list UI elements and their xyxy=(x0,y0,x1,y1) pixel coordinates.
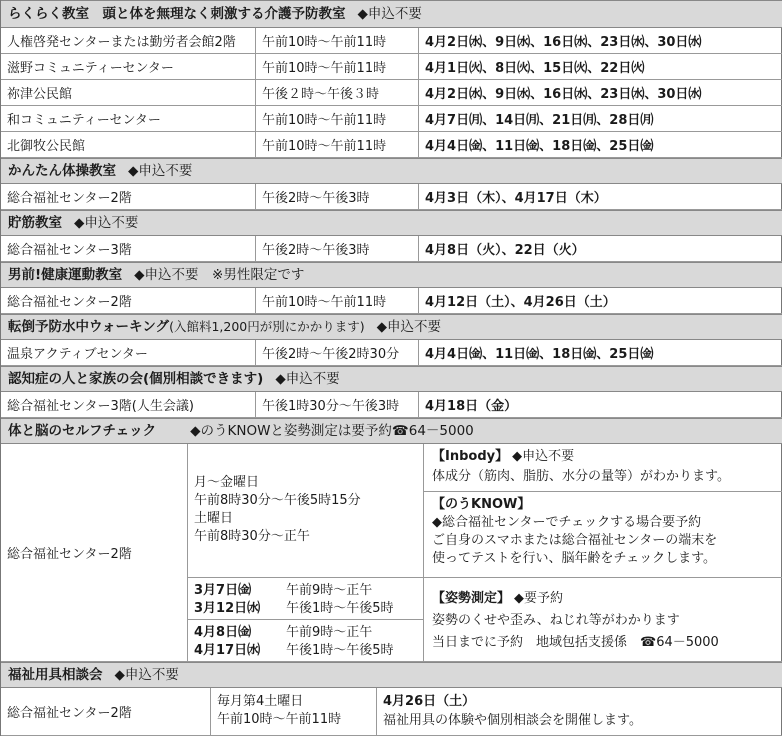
posture-info xyxy=(424,578,782,662)
dates-cell: 4月7日㈪、14日㈪、21日㈪、28日㈪ xyxy=(425,113,654,128)
venue-cell: 祢津公民館 xyxy=(1,80,256,105)
section-header-fukushi xyxy=(1,662,782,688)
section-header-kantan xyxy=(1,158,782,184)
schedule-times: 午前9時～正午 午後1時～午後5時 xyxy=(286,583,394,616)
dates-cell: 4月8日（火）、22日（火） xyxy=(425,243,585,258)
section-note: ◆申込不要 xyxy=(376,319,441,335)
inbody-desc: 体成分（筋肉、脂肪、水分の量等）がわかります。 xyxy=(432,469,730,484)
section-header-ninchi xyxy=(1,366,782,392)
dates-cell: 4月2日㈬、9日㈬、16日㈬、23日㈬、30日㈬ xyxy=(425,35,702,50)
section-note: ◆申込不要 xyxy=(74,215,139,231)
section-note: ◆申込不要 ※男性限定です xyxy=(134,267,305,283)
time-cell: 午前10時～午前11時 xyxy=(256,106,419,131)
posture-note: ◆要予約 xyxy=(514,591,564,606)
nouknow-desc: ◆総合福祉センターでチェックする場合要予約 ご自身のスマホまたは総合福祉センターの端末を 使ってテストを行い、脳年齢をチェックします。 xyxy=(432,515,718,566)
table-row xyxy=(1,340,782,366)
opening-hours: 月～金曜日 午前8時30分～午後5時15分 土曜日 午前8時30分～正午 xyxy=(188,444,424,578)
posture-desc: 姿勢のくせや歪み、ねじれ等がわかります xyxy=(432,613,680,628)
venue-cell: 総合福祉センター2階 xyxy=(1,688,211,736)
inbody-note: ◆申込不要 xyxy=(512,449,575,464)
venue-cell: 和コミュニティーセンター xyxy=(1,106,256,131)
section-note: ◆申込不要 xyxy=(114,667,179,683)
venue-cell: 総合福祉センター3階 xyxy=(1,236,256,261)
table-row xyxy=(1,54,782,80)
section-title: かんたん体操教室 xyxy=(8,163,116,179)
venue-cell: 総合福祉センター2階 xyxy=(1,444,188,662)
venue-cell: 総合福祉センター3階(人生会議) xyxy=(1,392,256,417)
dates-cell: 4月18日（金） xyxy=(425,399,518,414)
time-cell: 午後2時～午後2時30分 xyxy=(256,340,419,365)
inbody-info xyxy=(424,444,782,492)
table-row xyxy=(1,236,782,262)
time-cell: 午前10時～午前11時 xyxy=(256,28,419,53)
dates-cell: 4月4日㈮、11日㈮、18日㈮、25日㈮ xyxy=(425,347,654,362)
schedule-dates: 4月8日㈮ 4月17日㈬ xyxy=(194,625,261,658)
schedule-cell: 毎月第4土曜日 午前10時～午前11時 xyxy=(211,688,377,736)
time-cell: 午後２時～午後３時 xyxy=(256,80,419,105)
section-header-tento xyxy=(1,314,782,340)
time-cell: 午後1時30分～午後3時 xyxy=(256,392,419,417)
venue-cell: 北御牧公民館 xyxy=(1,132,256,157)
inbody-title: 【Inbody】 xyxy=(432,449,509,464)
time-cell: 午前10時～午前11時 xyxy=(256,132,419,157)
dates-cell: 4月2日㈬、9日㈬、16日㈬、23日㈬、30日㈬ xyxy=(425,87,702,102)
section-header-otokomae xyxy=(1,262,782,288)
schedule-march xyxy=(188,578,424,620)
section-title: らくらく教室 頭と体を無理なく刺激する介護予防教室 xyxy=(8,6,346,22)
section-note: ◆申込不要 xyxy=(275,371,340,387)
section-title: 福祉用具相談会 xyxy=(8,667,103,683)
table-row xyxy=(1,132,782,158)
schedule-april xyxy=(188,620,424,662)
time-cell: 午前10時～午前11時 xyxy=(256,288,419,313)
dates-cell: 4月1日㈫、8日㈫、15日㈫、22日㈫ xyxy=(425,61,645,76)
section-title: 認知症の人と家族の会(個別相談できます) xyxy=(8,371,264,387)
schedule-times: 午前9時～正午 午後1時～午後5時 xyxy=(286,625,394,658)
event-detail-cell xyxy=(377,688,782,736)
posture-contact: 当日までに予約 地域包括支援係 ☎64－5000 xyxy=(432,635,719,650)
section-title: 転倒予防水中ウォーキング xyxy=(8,319,170,335)
dates-cell: 4月12日（土）、4月26日（土） xyxy=(425,295,616,310)
venue-cell: 総合福祉センター2階 xyxy=(1,184,256,209)
section-note: ◆のうKNOWと姿勢測定は要予約☎64－5000 xyxy=(190,423,474,439)
dates-cell: 4月3日（木）、4月17日（木） xyxy=(425,191,607,206)
table-row xyxy=(1,28,782,54)
schedule-dates: 3月7日㈮ 3月12日㈬ xyxy=(194,583,261,616)
section-note: ◆申込不要 xyxy=(128,163,193,179)
section-title-sub: (入館料1,200円が別にかかります) xyxy=(169,319,365,334)
venue-cell: 総合福祉センター2階 xyxy=(1,288,256,313)
posture-title: 【姿勢測定】 xyxy=(432,591,511,606)
section-title: 男前!健康運動教室 xyxy=(8,267,123,283)
section-header-rakuraku xyxy=(1,0,782,28)
section-header-chokin xyxy=(1,210,782,236)
dates-cell: 4月4日㈮、11日㈮、18日㈮、25日㈮ xyxy=(425,139,654,154)
venue-cell: 滋野コミュニティーセンター xyxy=(1,54,256,79)
time-cell: 午後2時～午後3時 xyxy=(256,184,419,209)
time-cell: 午後2時～午後3時 xyxy=(256,236,419,261)
event-desc: 福祉用具の体験や個別相談会を開催します。 xyxy=(383,713,642,728)
nouknow-title: 【のうKNOW】 xyxy=(432,497,531,512)
table-row xyxy=(1,288,782,314)
section-title: 貯筋教室 xyxy=(8,215,62,231)
section-title: 体と脳のセルフチェック xyxy=(8,423,157,439)
event-date: 4月26日（土） xyxy=(383,694,476,709)
venue-cell: 人権啓発センターまたは勤労者会館2階 xyxy=(1,28,256,53)
nouknow-info xyxy=(424,492,782,578)
table-row xyxy=(1,392,782,418)
venue-cell: 温泉アクティブセンター xyxy=(1,340,256,365)
table-row xyxy=(1,106,782,132)
section-note: ◆申込不要 xyxy=(357,6,422,22)
section-header-selfcheck xyxy=(1,418,782,444)
time-cell: 午前10時～午前11時 xyxy=(256,54,419,79)
table-row xyxy=(1,80,782,106)
table-row xyxy=(1,184,782,210)
